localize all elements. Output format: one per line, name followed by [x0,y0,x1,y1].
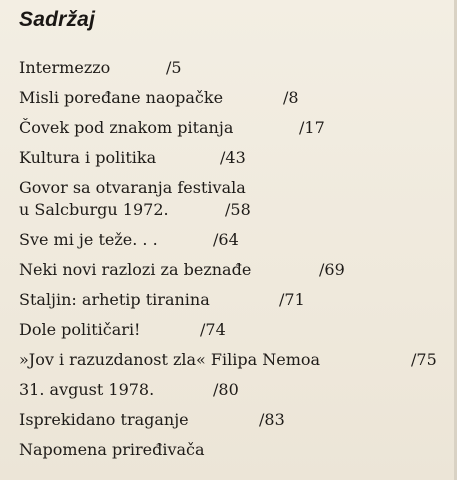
toc-entry-page: /83 [259,410,285,429]
toc-entry [19,87,299,109]
toc-entry-title: Neki novi razlozi za beznađe [19,260,252,279]
toc-entry [19,379,239,401]
toc-entry-title: u Salcburgu 1972. [19,200,169,219]
page-title: Sadržaj [19,8,96,31]
toc-entry-page: /69 [319,260,345,279]
toc-entry-continuation [19,199,251,221]
toc-entry-page: /8 [283,88,299,107]
toc-entry-title: »Jov i razuzdanost zla« Filipa Nemoa [19,350,321,369]
toc-entry-title: Čovek pod znakom pitanja [19,118,234,137]
toc-entry [19,177,246,199]
toc-entry-page: /5 [166,58,182,77]
toc-entry [19,349,437,371]
toc-entry-title: Kultura i politika [19,148,157,167]
toc-entry [19,289,305,311]
toc-entry-page: /75 [411,350,437,369]
toc-entry-title: Misli poređane naopačke [19,88,224,107]
toc-entry-title: Napomena priređivača [19,440,205,459]
toc-entry-title: Govor sa otvaranja festivala [19,178,246,197]
toc-entry-title: Dole političari! [19,320,141,339]
toc-entry-page: /80 [213,380,239,399]
toc-entry-page: /43 [220,148,246,167]
toc-entry-title: Sve mi je teže. . . [19,230,158,249]
toc-entry-page: /74 [200,320,226,339]
toc-entry [19,319,226,341]
toc-entry [19,229,239,251]
toc-entry [19,147,246,169]
toc-entry [19,439,205,461]
toc-entry [19,259,345,281]
toc-entry-title: Staljin: arhetip tiranina [19,290,210,309]
toc-entry [19,409,285,431]
toc-entry [19,117,325,139]
toc-entry-title: 31. avgust 1978. [19,380,155,399]
toc-entry-page: /58 [225,200,251,219]
toc-entry-title: Isprekidano traganje [19,410,189,429]
toc-entry-page: /64 [213,230,239,249]
toc-entry-title: Intermezzo [19,58,111,77]
toc-entry-page: /71 [279,290,305,309]
toc-entry-page: /17 [299,118,325,137]
toc-entry [19,57,182,79]
